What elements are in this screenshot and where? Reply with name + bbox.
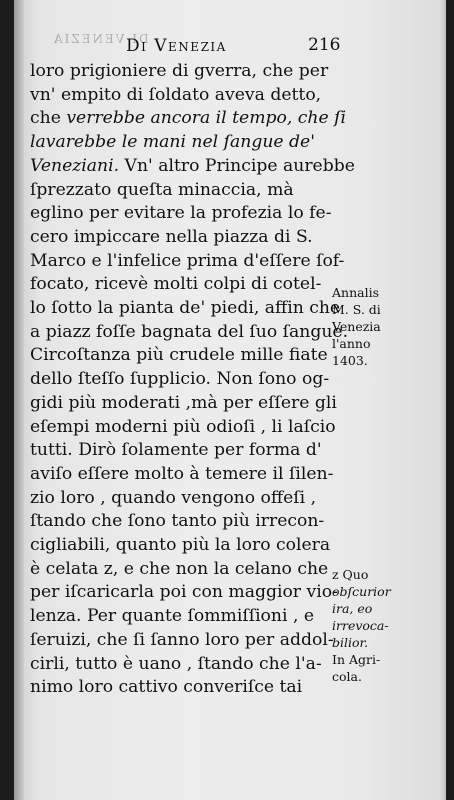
text-line (30, 344, 336, 368)
text-run: nimo loro cattivo converiſce tai (30, 677, 303, 698)
text-run: eſempi moderni più odioſi , li laſcio (30, 416, 336, 437)
margin-note-line: irrevoca- (332, 618, 389, 633)
text-run: lo ſotto la pianta de' piedi, affin che (30, 298, 341, 319)
text-run: gidi più moderati ,mà per eſſere gli (30, 392, 337, 413)
margin-note-annals (332, 284, 444, 369)
book-page (14, 0, 446, 800)
text-run: a piazz foſſe bagnata del ſuo ſangue. (30, 321, 349, 342)
text-run: dello ſteſſo ſupplicio. Non ſono og- (30, 369, 330, 390)
text-line (30, 60, 336, 84)
text-run: Circoſtanza più crudele mille fiate (30, 345, 328, 366)
text-line (30, 676, 336, 700)
text-line (30, 250, 345, 274)
text-line (30, 297, 341, 321)
text-line (30, 131, 336, 155)
text-run: ſprezzato queſta minaccia, mà (30, 179, 294, 200)
text-line (30, 273, 336, 297)
text-run: Marco e l'infelice prima d'eſſere ſof- (30, 250, 345, 271)
text-run: Vn' altro Principe aurebbe (119, 155, 355, 176)
text-run: Veneziani. (30, 155, 120, 176)
text-line (30, 439, 336, 463)
text-run: focato, ricevè molti colpi di cotel- (30, 274, 322, 295)
margin-note-line: cola. (332, 669, 362, 684)
text-line (30, 653, 336, 677)
text-line (30, 605, 336, 629)
binding-gutter (14, 0, 24, 800)
text-run: lavarebbe le mani nel ſangue de' (30, 132, 315, 153)
margin-note-line: z Quo (332, 567, 369, 582)
margin-note-line: 1403. (332, 353, 368, 368)
text-run: che (30, 108, 67, 129)
text-line (30, 179, 336, 203)
text-line (30, 581, 336, 605)
margin-note-footnote (332, 566, 444, 685)
text-line (30, 202, 336, 226)
text-line (30, 558, 336, 582)
text-run: è celata z, e che non la celano che (30, 558, 329, 579)
text-line (30, 107, 346, 131)
margin-note-line: bilior. (332, 635, 369, 650)
text-line (30, 463, 336, 487)
page-number: 216 (308, 35, 341, 55)
text-line (30, 416, 336, 440)
text-line (30, 534, 336, 558)
margin-note-line: Venezia (332, 319, 381, 334)
running-head: Di Venezia (126, 36, 227, 56)
text-run: cigliabili, quanto più la loro colera (30, 535, 331, 556)
text-line (30, 226, 336, 250)
bleed-through-text: DI VENEZIA (52, 32, 149, 46)
text-run: cirli, tutto è uano , ſtando che l'a- (30, 653, 322, 674)
text-run: zio loro , quando vengono offeſi , (30, 487, 317, 508)
text-run: ſeruizi, che ſi ſanno loro per addol- (30, 629, 334, 650)
text-run: vn' empito di ſoldato aveva detto, (30, 84, 322, 105)
margin-note-line: obſcurior (332, 584, 391, 599)
margin-note-line: ira, eo (332, 601, 373, 616)
text-run: eglino per evitare la profezia lo fe- (30, 203, 332, 224)
text-run: cero impiccare nella piazza di S. (30, 226, 313, 247)
margin-note-line: Annalis (332, 285, 379, 300)
text-run: per iſcaricarla poi con maggior vio- (30, 582, 338, 603)
margin-note-line: M. S. di (332, 302, 381, 317)
text-line (30, 487, 336, 511)
text-run: verrebbe ancora il tempo, che ſi (66, 108, 346, 129)
text-run: ſtando che ſono tanto più irrecon- (30, 511, 325, 532)
text-line (30, 510, 336, 534)
text-run: loro prigioniere di gverra, che per (30, 61, 329, 81)
text-line (30, 155, 355, 179)
page-edge-shadow (440, 0, 446, 800)
text-line (30, 84, 336, 108)
text-run: aviſo eſſere molto à temere il ſilen- (30, 463, 334, 484)
text-line (30, 321, 349, 345)
text-line (30, 392, 336, 416)
text-run: lenza. Per quante ſommiſſioni , e (30, 606, 315, 627)
text-line (30, 368, 336, 392)
margin-note-line: l'anno (332, 336, 371, 351)
text-line (30, 629, 336, 653)
margin-note-line: In Agri- (332, 652, 381, 667)
text-run: tutti. Dirò ſolamente per forma d' (30, 440, 322, 461)
